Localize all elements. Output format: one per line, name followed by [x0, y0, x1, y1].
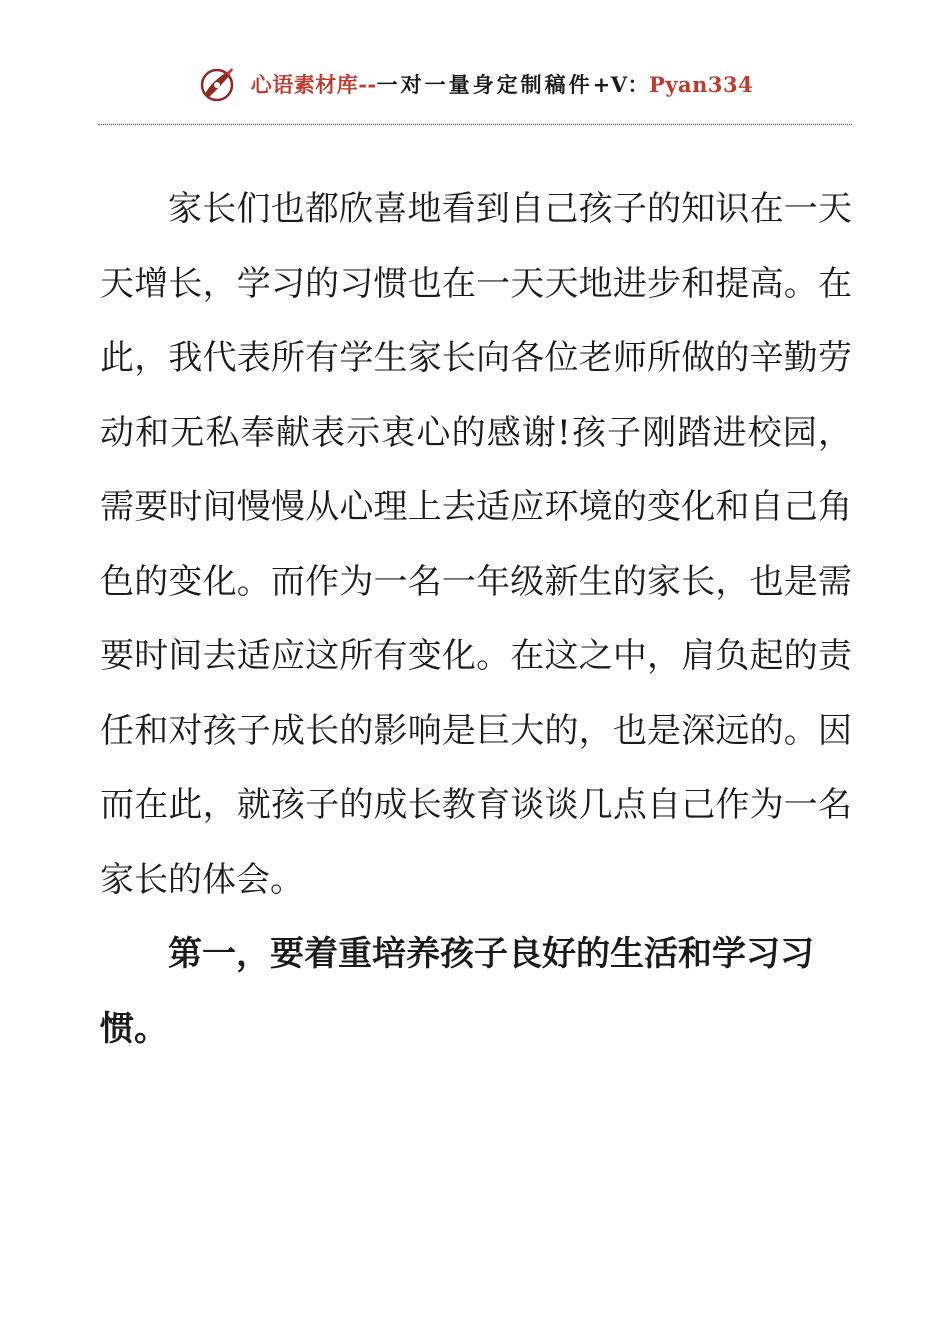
body-paragraph: 家长们也都欣喜地看到自己孩子的知识在一天天增长，学习的习惯也在一天天地进步和提高。在此，我代表所有学生家长向各位老师所做的辛勤劳动和无私奉献表示衷心的感谢!孩子刚踏进校园，需要时间慢慢从心理上去适应环境的变化和自己角色的变化。而作为一名一年级新生的家长，也是需要时间去适应这所有变化。在这之中，肩负起的责任和对孩子成长的影响是巨大的，也是深远的。因而在此，就孩子的成长教育谈谈几点自己作为一名家长的体会。	[100, 189, 852, 900]
header-title	[251, 69, 754, 99]
brand-name: 心语素材库	[250, 72, 359, 97]
section-heading: 第一，要着重培养孩子良好的生活和学习习惯。	[100, 934, 814, 1049]
contact-prefix: +V：	[592, 72, 650, 97]
document-body	[100, 172, 852, 1066]
header-dash: --	[358, 72, 377, 97]
pen-nib-logo-icon	[197, 64, 237, 104]
header-divider	[98, 124, 852, 125]
page-header	[0, 62, 950, 106]
contact-id: Pyan334	[649, 72, 754, 97]
header-slogan: 一对一量身定制稿件	[376, 72, 593, 97]
